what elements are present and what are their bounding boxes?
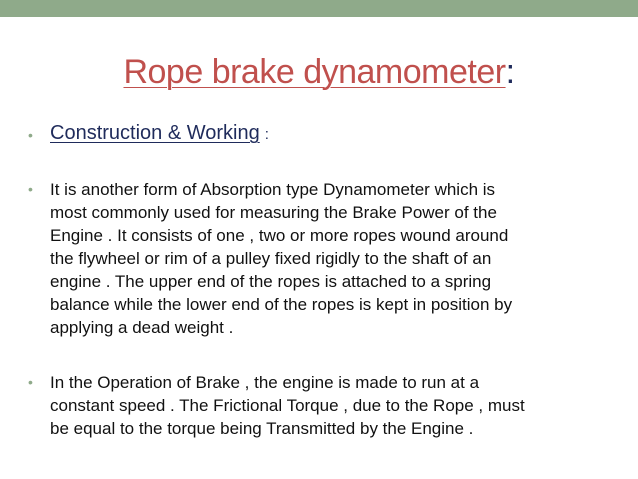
- bullet-icon: •: [28, 181, 33, 197]
- slide-title-text: Rope brake dynamometer: [123, 53, 506, 91]
- paragraph-line: be equal to the torque being Transmitted by the Engine .: [50, 419, 474, 438]
- section-heading-text: [50, 120, 269, 148]
- section-heading-label: Construction & Working: [50, 122, 260, 144]
- section-heading-colon: :: [264, 126, 269, 143]
- bullet-icon: •: [28, 127, 33, 143]
- paragraph-line: the flywheel or rim of a pulley fixed rigidly to the shaft of an: [50, 249, 492, 268]
- paragraph-line: applying a dead weight .: [50, 318, 234, 337]
- paragraph-2-text: [50, 371, 590, 440]
- top-accent-bar: [0, 0, 638, 17]
- paragraph-line: most commonly used for measuring the Brake Power of the: [50, 203, 497, 222]
- paragraph-line: Engine . It consists of one , two or more ropes wound around: [50, 226, 509, 245]
- slide-title: [0, 52, 638, 92]
- bullet-icon: •: [28, 374, 33, 390]
- paragraph-line: constant speed . The Frictional Torque , due to the Rope , must: [50, 396, 525, 415]
- paragraph-line: engine . The upper end of the ropes is attached to a spring: [50, 272, 492, 291]
- paragraph-line: It is another form of Absorption type Dynamometer which is: [50, 180, 496, 199]
- paragraph-line: balance while the lower end of the ropes is kept in position by: [50, 295, 513, 314]
- paragraph-1-text: [50, 178, 590, 339]
- slide-title-colon: :: [505, 53, 515, 91]
- paragraph-line: In the Operation of Brake , the engine is made to run at a: [50, 373, 480, 392]
